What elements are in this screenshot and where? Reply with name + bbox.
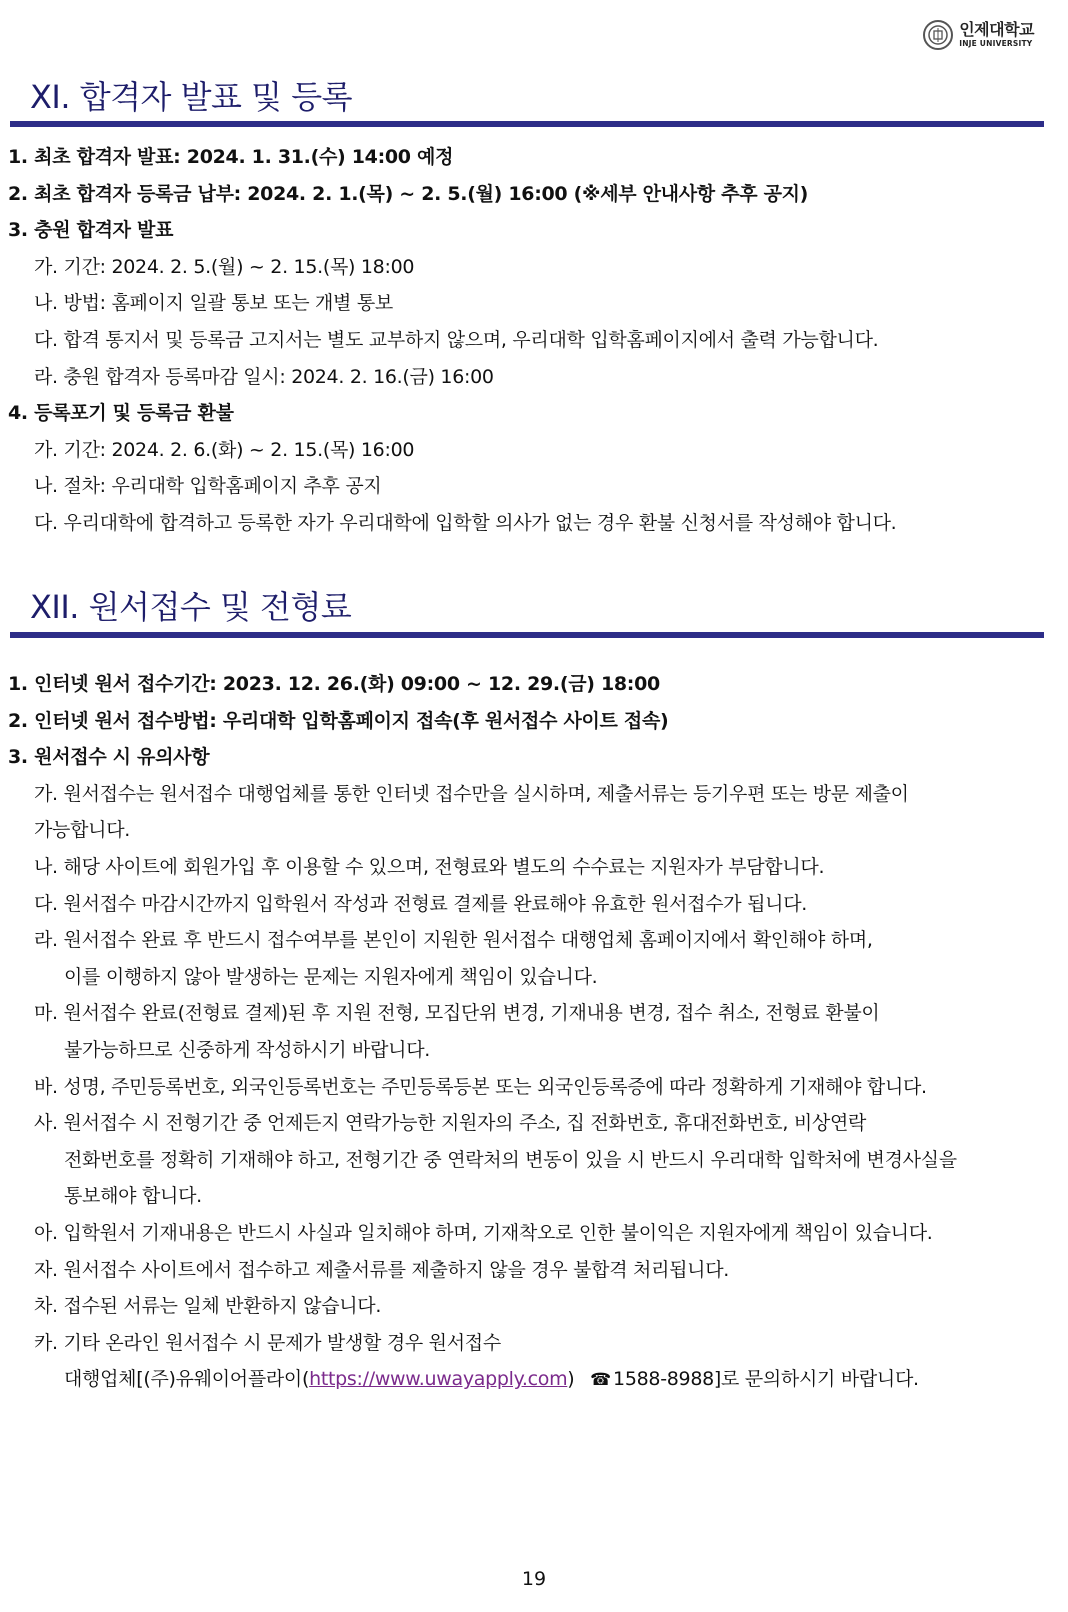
uwayapply-link[interactable]: https://www.uwayapply.com [309, 1368, 568, 1391]
list-item: 가. 기간: 2024. 2. 5.(월) ~ 2. 15.(목) 18:00 [34, 255, 415, 278]
list-item-continuation: 전화번호를 정확히 기재해야 하고, 전형기간 중 연락처의 변동이 있을 시 반드시 우리대학 입학처에 변경사실을 [64, 1148, 957, 1171]
list-item: 사. 원서접수 시 전형기간 중 언제든지 연락가능한 지원자의 주소, 집 전화번호, 휴대전화번호, 비상연락 [34, 1112, 867, 1135]
list-item: 나. 방법: 홈페이지 일괄 통보 또는 개별 통보 [34, 292, 393, 315]
section-title-12: XII. 원서접수 및 전형료 [30, 588, 352, 626]
list-item: 가. 원서접수는 원서접수 대행업체를 통한 인터넷 접수만을 실시하며, 제출서류는 등기우편 또는 방문 제출이 [34, 782, 909, 805]
list-item-continuation: 통보해야 합니다. [64, 1185, 202, 1208]
section-divider [10, 121, 1044, 127]
list-item: 아. 입학원서 기재내용은 반드시 사실과 일치해야 하며, 기재착오로 인한 불이익은 지원자에게 책임이 있습니다. [34, 1221, 933, 1244]
university-seal-icon [923, 20, 953, 50]
list-item: 차. 접수된 서류는 일체 반환하지 않습니다. [34, 1295, 382, 1318]
list-item: 마. 원서접수 완료(전형료 결제)된 후 지원 전형, 모집단위 변경, 기재내용 변경, 접수 취소, 전형료 환불이 [34, 1002, 880, 1025]
list-item: 라. 원서접수 완료 후 반드시 접수여부를 본인이 지원한 원서접수 대행업체 홈페이지에서 확인해야 하며, [34, 929, 873, 952]
section-title-11: XI. 합격자 발표 및 등록 [30, 78, 353, 116]
list-item: 3. 원서접수 시 유의사항 [8, 746, 210, 769]
list-item: 다. 원서접수 마감시간까지 입학원서 작성과 전형료 결제를 완료해야 유효한 원서접수가 됩니다. [34, 892, 807, 915]
page-number: 19 [521, 1568, 547, 1590]
section-divider [10, 632, 1044, 638]
contact-middle: ) [567, 1368, 581, 1391]
logo-name-korean: 인제대학교 [959, 20, 1034, 40]
contact-prefix: 대행업체[(주)유웨이어플라이( [64, 1368, 310, 1391]
university-logo [923, 20, 1034, 50]
list-item: 카. 기타 온라인 원서접수 시 문제가 발생할 경우 원서접수 [34, 1331, 501, 1354]
list-item-continuation: 가능합니다. [34, 819, 131, 842]
list-item: 라. 충원 합격자 등록마감 일시: 2024. 2. 16.(금) 16:00 [34, 365, 494, 388]
list-item: 다. 우리대학에 합격하고 등록한 자가 우리대학에 입학할 의사가 없는 경우 환불 신청서를 작성해야 합니다. [34, 511, 897, 534]
list-item: 1. 인터넷 원서 접수기간: 2023. 12. 26.(화) 09:00 ~ 12. 29.(금) 18:00 [8, 673, 660, 695]
list-item: 나. 해당 사이트에 회원가입 후 이용할 수 있으며, 전형료와 별도의 수수료는 지원자가 부담합니다. [34, 855, 825, 878]
list-item: 다. 합격 통지서 및 등록금 고지서는 별도 교부하지 않으며, 우리대학 입학홈페이지에서 출력 가능합니다. [34, 328, 879, 351]
phone-icon: ☎ [590, 1370, 612, 1391]
list-item: 2. 인터넷 원서 접수방법: 우리대학 입학홈페이지 접속(후 원서접수 사이트 접속) [8, 709, 669, 732]
logo-name-english: INJE UNIVERSITY [959, 39, 1033, 49]
list-item: 1. 최초 합격자 발표: 2024. 1. 31.(수) 14:00 예정 [8, 146, 454, 168]
list-item: 자. 원서접수 사이트에서 접수하고 제출서류를 제출하지 않을 경우 불합격 처리됩니다. [34, 1258, 730, 1281]
section-11-content [8, 139, 1048, 542]
list-item: 4. 등록포기 및 등록금 환불 [8, 402, 234, 425]
list-item: 가. 기간: 2024. 2. 6.(화) ~ 2. 15.(목) 16:00 [34, 438, 415, 461]
contact-suffix: 1588-8988]로 문의하시기 바랍니다. [613, 1368, 919, 1391]
list-item-continuation [8, 1361, 1048, 1398]
list-item: 2. 최초 합격자 등록금 납부: 2024. 2. 1.(목) ~ 2. 5.(월) 16:00 (※세부 안내사항 추후 공지) [8, 182, 809, 205]
list-item-continuation: 불가능하므로 신중하게 작성하시기 바랍니다. [64, 1038, 430, 1061]
list-item-continuation: 이를 이행하지 않아 발생하는 문제는 지원자에게 책임이 있습니다. [64, 965, 598, 988]
list-item: 나. 절차: 우리대학 입학홈페이지 추후 공지 [34, 475, 382, 498]
section-12-content [8, 666, 1048, 1398]
list-item: 바. 성명, 주민등록번호, 외국인등록번호는 주민등록등본 또는 외국인등록증에 따라 정확하게 기재해야 합니다. [34, 1075, 927, 1098]
list-item: 3. 충원 합격자 발표 [8, 219, 174, 242]
